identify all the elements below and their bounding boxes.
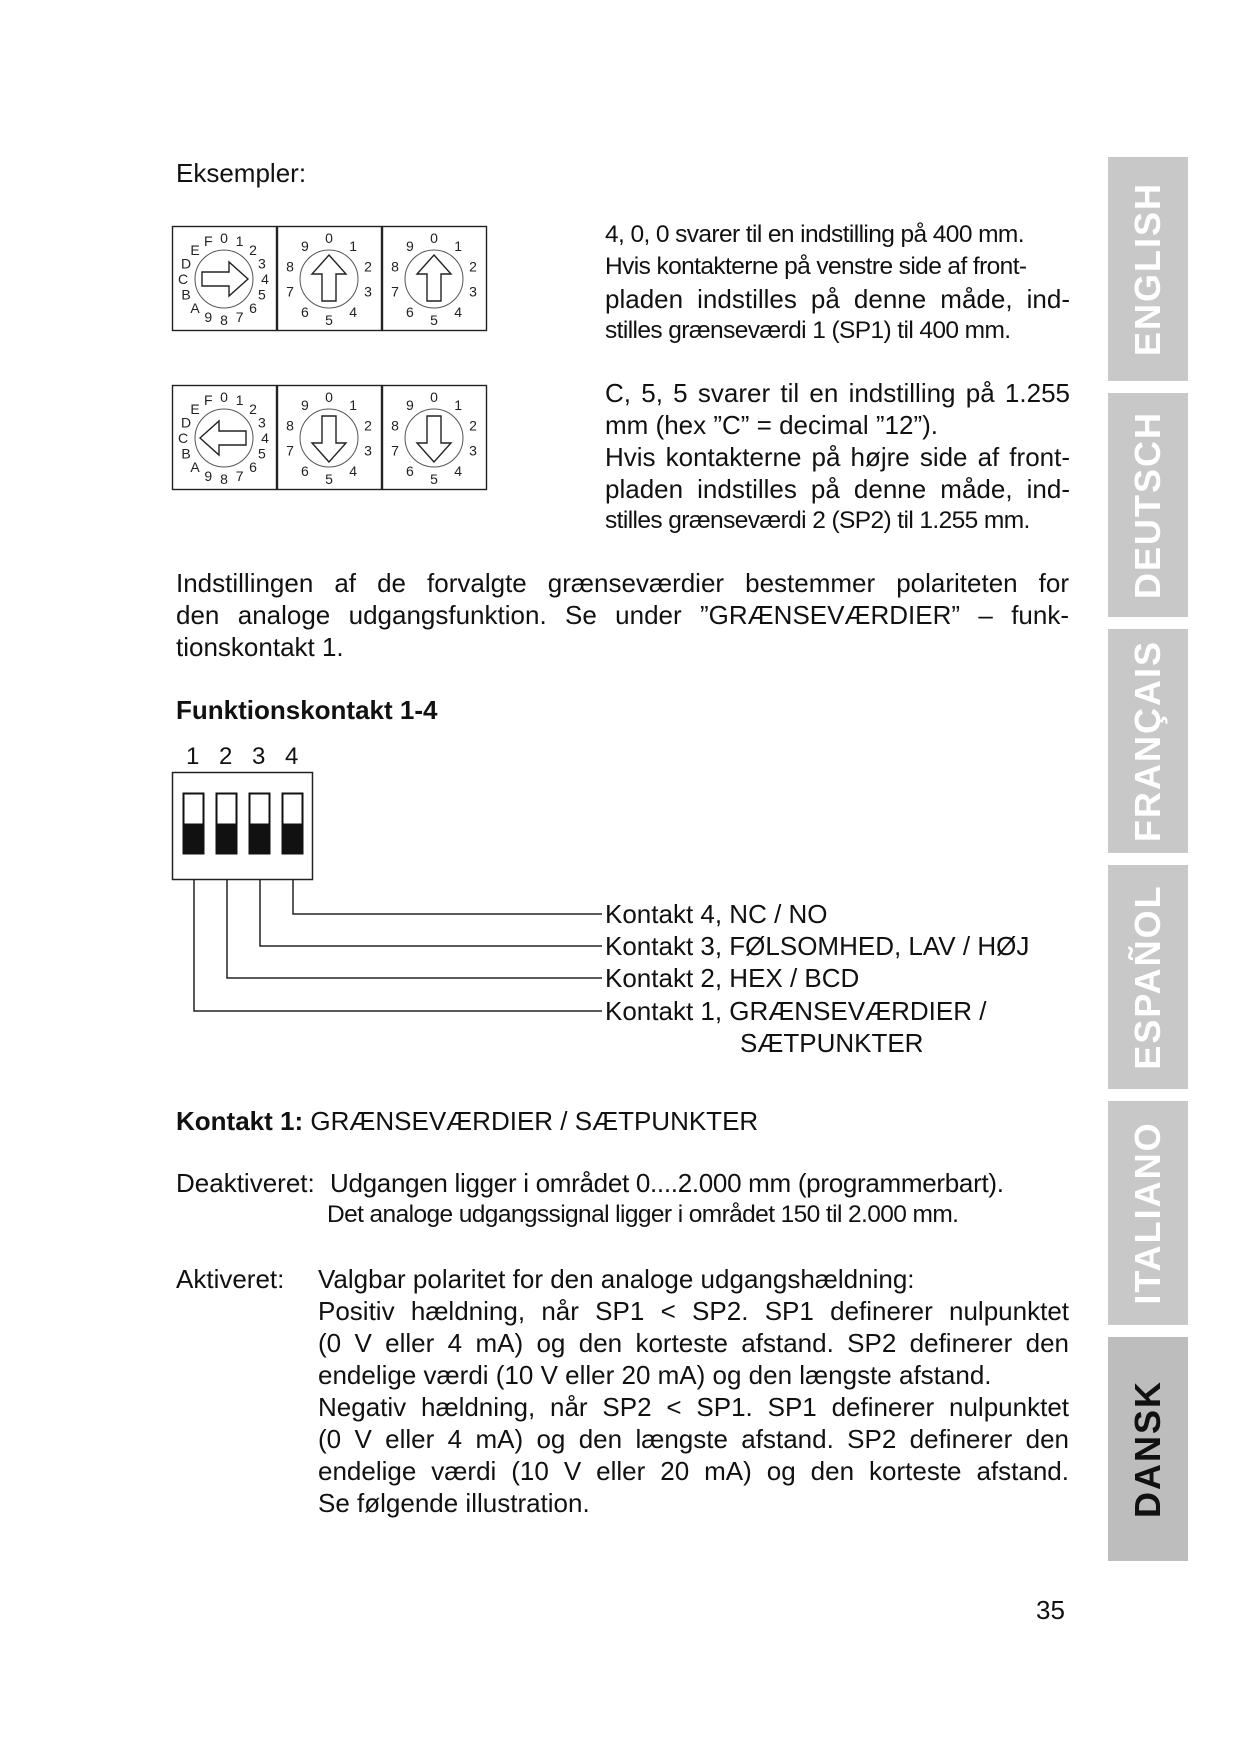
tab-label: ESPAÑOL bbox=[1127, 884, 1168, 1070]
page-number: 35 bbox=[1036, 1595, 1065, 1625]
dial-arrow-icon bbox=[312, 255, 346, 301]
contact-1-heading-rest: GRÆNSEVÆRDIER / SÆTPUNKTER bbox=[310, 1106, 759, 1136]
dial-label: 8 bbox=[220, 312, 228, 328]
dial-label: B bbox=[181, 286, 191, 303]
dial-label: 7 bbox=[391, 442, 399, 459]
dial-label: F bbox=[204, 233, 213, 250]
dial-label: 9 bbox=[301, 237, 309, 254]
dip-switch-diagram bbox=[170, 770, 620, 1030]
dip-number-2: 2 bbox=[219, 743, 233, 770]
dial-label: 1 bbox=[349, 237, 357, 254]
dial-label: 2 bbox=[469, 417, 477, 434]
dial-label: 8 bbox=[391, 258, 399, 275]
tab-label: ITALIANO bbox=[1127, 1121, 1168, 1305]
dial-arrow-icon bbox=[417, 416, 451, 462]
paragraph-line: tionskontakt 1. bbox=[176, 632, 344, 662]
activated-line: endelige værdi (10 V eller 20 mA) og den korteste afstand. bbox=[318, 1456, 1069, 1486]
dial-group bbox=[173, 227, 487, 490]
dial-label: 9 bbox=[301, 396, 309, 413]
dial-arrow-icon bbox=[417, 255, 451, 301]
leader-line-4 bbox=[293, 880, 602, 914]
dial-label: 8 bbox=[286, 417, 294, 434]
contact-3-label: Kontakt 3, FØLSOMHED, LAV / HØJ bbox=[605, 931, 1030, 961]
dial-label: C bbox=[177, 430, 189, 446]
tab-english[interactable] bbox=[1108, 157, 1188, 381]
dial-label: 5 bbox=[430, 312, 438, 328]
dial-label: 5 bbox=[325, 471, 333, 487]
dip-switch-4 bbox=[283, 794, 303, 854]
dial-label: 4 bbox=[261, 271, 269, 287]
dial-arrow-icon bbox=[312, 416, 346, 462]
deactivated-label: Deaktiveret: bbox=[176, 1168, 315, 1198]
dial-label: 0 bbox=[220, 230, 228, 246]
example-2-text bbox=[605, 377, 1070, 537]
dial-label: D bbox=[181, 255, 192, 272]
activated-line: Se følgende illustration. bbox=[318, 1488, 590, 1518]
dial-label: 4 bbox=[454, 304, 462, 321]
example-2-line: stilles grænseværdi 2 (SP2) til 1.255 mm. bbox=[605, 507, 1030, 534]
dial-label: E bbox=[190, 242, 200, 258]
dip-number-4: 4 bbox=[285, 743, 299, 770]
dip-switch-3 bbox=[250, 794, 270, 854]
dial-label: 9 bbox=[406, 237, 414, 254]
dial-label: 2 bbox=[249, 242, 257, 258]
dial-label: 7 bbox=[286, 283, 294, 300]
example-2-line: C, 5, 5 svarer til en indstilling på 1.255 bbox=[605, 378, 1070, 408]
dial-label: 9 bbox=[406, 396, 414, 413]
dial-label: 1 bbox=[349, 396, 357, 413]
dial-label: 3 bbox=[469, 283, 477, 300]
dial-label: 3 bbox=[258, 414, 266, 431]
polarity-paragraph bbox=[176, 567, 1069, 663]
dial-label: 0 bbox=[220, 389, 228, 405]
tab-deutsch[interactable] bbox=[1108, 393, 1188, 617]
dial-label: 9 bbox=[204, 467, 213, 484]
contact-2-label: Kontakt 2, HEX / BCD bbox=[605, 963, 860, 993]
deactivated-line: Udgangen ligger i området 0....2.000 mm (programmerbart). bbox=[330, 1168, 1004, 1198]
dial-label: 2 bbox=[469, 258, 477, 275]
dial-label: 0 bbox=[325, 230, 333, 246]
tab-label: FRANÇAIS bbox=[1127, 640, 1168, 842]
dial-label: 0 bbox=[325, 389, 333, 405]
dial-label: 5 bbox=[258, 445, 266, 462]
paragraph-line: den analoge udgangsfunktion. Se under ”GRÆNSEVÆRDIER” – funk- bbox=[176, 600, 1069, 630]
activated-text bbox=[318, 1263, 1069, 1519]
dial-arrow-icon bbox=[200, 421, 246, 455]
dial-label: 3 bbox=[469, 442, 477, 459]
leader-line-3 bbox=[260, 880, 602, 946]
activated-label: Aktiveret: bbox=[176, 1264, 285, 1294]
dial-label: A bbox=[190, 300, 200, 316]
dial-arrow-icon bbox=[202, 262, 248, 296]
dial-label: B bbox=[181, 445, 191, 462]
dial-label: 6 bbox=[249, 300, 257, 316]
dial-label: 2 bbox=[249, 401, 257, 417]
activated-line: Negativ hældning, når SP2 < SP1. SP1 definerer nulpunktet bbox=[318, 1392, 1069, 1422]
dial-label: 3 bbox=[258, 255, 266, 272]
tab-espanol[interactable] bbox=[1108, 865, 1188, 1089]
tab-label: DEUTSCH bbox=[1127, 410, 1168, 600]
dial-label: 0 bbox=[430, 389, 438, 405]
section-heading: Eksempler: bbox=[176, 158, 307, 188]
dial-label: 1 bbox=[454, 237, 462, 254]
example-1-line: Hvis kontakterne på venstre side af front- bbox=[605, 253, 1027, 280]
function-switch-heading: Funktionskontakt 1-4 bbox=[176, 695, 438, 725]
dial-label: 8 bbox=[220, 471, 228, 487]
activated-line: (0 V eller 4 mA) og den længste afstand. SP2 definerer den bbox=[318, 1424, 1069, 1454]
dial-label: 4 bbox=[349, 304, 357, 321]
tab-italiano[interactable] bbox=[1108, 1101, 1188, 1325]
contact-4-label: Kontakt 4, NC / NO bbox=[605, 899, 828, 929]
example-1-line: pladen indstilles på denne måde, ind- bbox=[605, 284, 1070, 314]
dip-number-3: 3 bbox=[252, 743, 266, 770]
dial-label: 3 bbox=[364, 283, 372, 300]
dial-label: 1 bbox=[235, 233, 244, 250]
dial-label: 2 bbox=[364, 417, 372, 434]
dip-number-1: 1 bbox=[186, 743, 200, 770]
contact-1-heading bbox=[176, 1105, 758, 1137]
dial-label: D bbox=[181, 414, 192, 431]
example-1-line: stilles grænseværdi 1 (SP1) til 400 mm. bbox=[605, 317, 1011, 344]
example-2-line: mm (hex ”C” = decimal ”12”). bbox=[605, 410, 938, 440]
dial-label: 8 bbox=[391, 417, 399, 434]
activated-line: Positiv hældning, når SP1 < SP2. SP1 definerer nulpunktet bbox=[318, 1296, 1069, 1326]
dial-label: A bbox=[190, 459, 200, 475]
dial-label: F bbox=[204, 392, 213, 409]
dial-label: 7 bbox=[286, 442, 294, 459]
tab-label: DANSK bbox=[1127, 1379, 1168, 1519]
deactivated-line: Det analoge udgangssignal ligger i området 150 til 2.000 mm. bbox=[327, 1201, 959, 1228]
dial-label: 6 bbox=[301, 304, 309, 321]
dial-label: 7 bbox=[391, 283, 399, 300]
dial-label: 1 bbox=[235, 392, 244, 409]
dial-label: 1 bbox=[454, 396, 462, 413]
example-1-line: 4, 0, 0 svarer til en indstilling på 400 mm. bbox=[605, 221, 1024, 248]
dial-label: 4 bbox=[349, 463, 357, 480]
dip-switch-2 bbox=[217, 794, 237, 854]
dial-label: E bbox=[190, 401, 200, 417]
dip-switch-1 bbox=[184, 794, 204, 854]
dial-label: 5 bbox=[325, 312, 333, 328]
dial-label: 5 bbox=[430, 471, 438, 487]
dial-label: 7 bbox=[235, 308, 244, 325]
contact-1-heading-bold: Kontakt 1: bbox=[176, 1106, 304, 1136]
rotary-switch-diagrams bbox=[168, 222, 668, 512]
contact-1-label: Kontakt 1, GRÆNSEVÆRDIER / bbox=[605, 996, 987, 1026]
dial-label: 0 bbox=[430, 230, 438, 246]
dial-label: 8 bbox=[286, 258, 294, 275]
activated-line: endelige værdi (10 V eller 20 mA) og den længste afstand. bbox=[318, 1360, 992, 1390]
dial-label: 6 bbox=[406, 463, 414, 480]
dial-label: 7 bbox=[235, 467, 244, 484]
dial-label: 4 bbox=[261, 430, 269, 446]
dial-label: C bbox=[177, 271, 189, 287]
activated-line: Valgbar polaritet for den analoge udgangshældning: bbox=[318, 1264, 915, 1294]
dial-label: 4 bbox=[454, 463, 462, 480]
tab-label: ENGLISH bbox=[1127, 181, 1168, 357]
example-2-line: Hvis kontakterne på højre side af front- bbox=[605, 442, 1070, 472]
example-1-text bbox=[605, 219, 1070, 347]
dial-label: 6 bbox=[301, 463, 309, 480]
activated-line: (0 V eller 4 mA) og den korteste afstand. SP2 definerer den bbox=[318, 1328, 1069, 1358]
contact-1-label-cont: SÆTPUNKTER bbox=[740, 1028, 924, 1058]
leader-line-2 bbox=[227, 880, 602, 978]
paragraph-line: Indstillingen af de forvalgte grænseværdier bestemmer polariteten for bbox=[176, 568, 1069, 598]
dial-label: 9 bbox=[204, 308, 213, 325]
dial-label: 5 bbox=[258, 286, 266, 303]
tab-francais[interactable] bbox=[1108, 629, 1188, 853]
tab-dansk[interactable] bbox=[1108, 1337, 1188, 1561]
dial-label: 6 bbox=[406, 304, 414, 321]
dial-label: 3 bbox=[364, 442, 372, 459]
example-2-line: pladen indstilles på denne måde, ind- bbox=[605, 474, 1070, 504]
dial-label: 6 bbox=[249, 459, 257, 475]
dial-label: 2 bbox=[364, 258, 372, 275]
